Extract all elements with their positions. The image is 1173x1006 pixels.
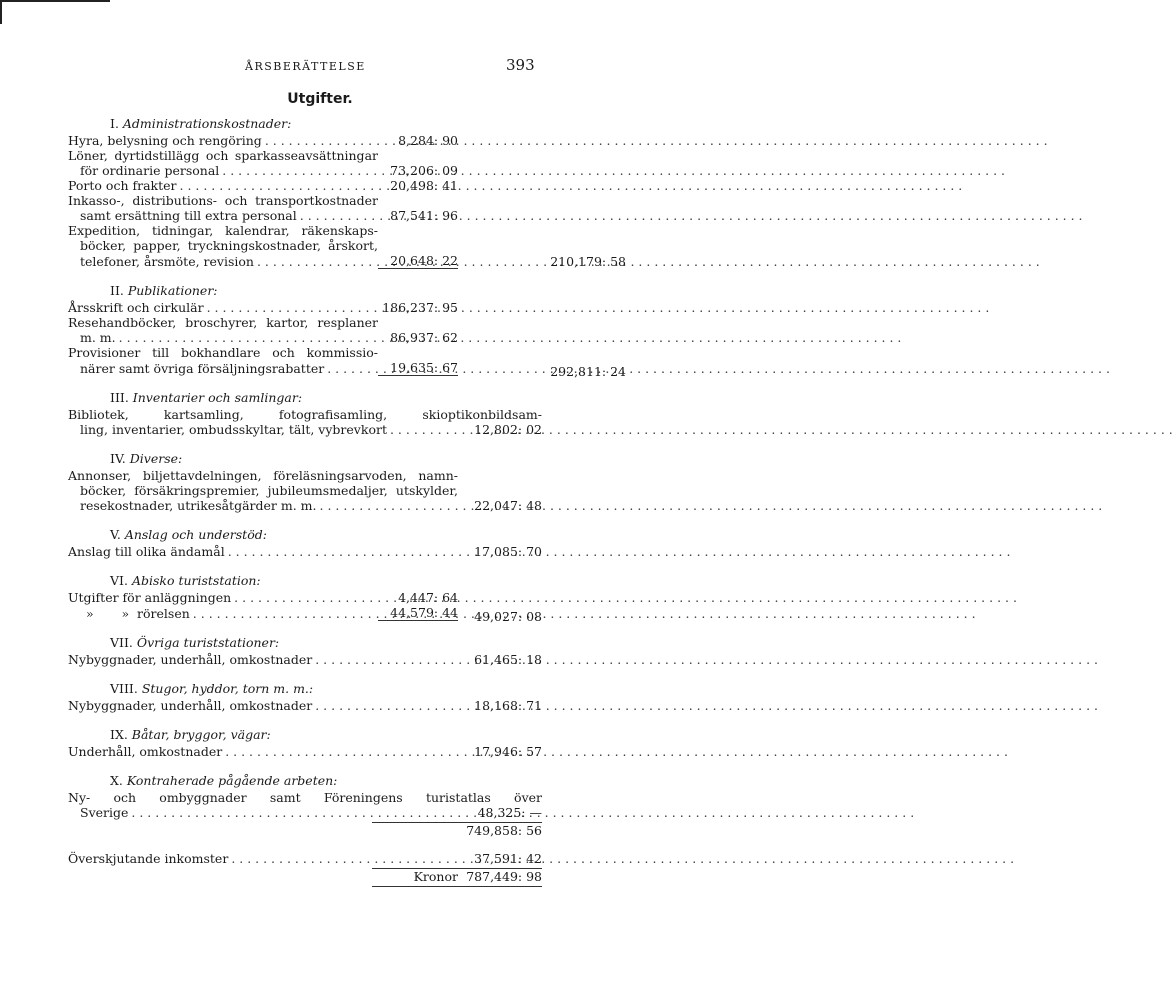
line-item: Inkasso-, distributions- och transportkostnader samt ersättning till extra personal . . . 87,541: 96 — [68, 193, 542, 223]
section-heading: IX. Båtar, bryggor, vägar: — [110, 727, 271, 742]
section-grants: V. Anslag och understöd: Anslag till olika ändamål . . . 17,085: 70 — [68, 527, 542, 559]
section-miscellaneous: IV. Diverse: Annonser, biljettavdelningen, föreläsningsarvoden, namn- böcker, försäkringspremier, jubileumsmedaljer, utskylder, resekostnader, utrikesåtgärder m. m. . . . 22,047: 48 — [68, 451, 542, 513]
section-total: 210,179: 58 — [550, 254, 626, 269]
section-boats: IX. Båtar, bryggor, vägar: Underhåll, omkostnader . . . 17,946: 57 — [68, 727, 542, 759]
line-item: Årsskrift och cirkulär . . . 186,237: 95 — [68, 300, 542, 315]
section-total: 61,465: 18 — [474, 652, 542, 667]
section-heading: I. Administrationskostnader: — [110, 116, 292, 131]
section-total: 17,946: 57 — [474, 744, 542, 759]
section-total: 49,027: 08 — [474, 609, 542, 624]
section-heading: V. Anslag och understöd: — [110, 527, 267, 542]
expense-ledger — [68, 116, 626, 887]
section-heading: VII. Övriga turiststationer: — [110, 635, 280, 650]
double-rule — [372, 886, 542, 887]
line-item: Porto och frakter . . . 20,498: 41 — [68, 178, 542, 193]
running-title: ÅRSBERÄTTELSE — [245, 60, 366, 73]
section-administration — [68, 116, 626, 269]
section-total: 22,047: 48 — [474, 498, 542, 513]
section-abisko — [68, 573, 542, 624]
section-huts: VIII. Stugor, hyddor, torn m. m.: Nybyggnader, underhåll, omkostnader . . . 18,168: 71 — [68, 681, 542, 713]
section-heading: VIII. Stugor, hyddor, torn m. m.: — [110, 681, 314, 696]
section-other-stations: VII. Övriga turiststationer: Nybyggnader, underhåll, omkostnader . . . 61,465: 18 — [68, 635, 542, 667]
item-amount: 87,541: 96 — [390, 208, 458, 223]
line-item: Löner, dyrtidstillägg och sparkasseavsättningar för ordinarie personal . . . 73,206: 09 — [68, 148, 542, 178]
line-item: Provisioner till bokhandlare och kommissio- närer samt övriga försäljningsrabatter . . . 19,635: 67 292,811: 24 — [68, 345, 542, 376]
section-heading: VI. Abisko turiststation: — [110, 573, 261, 588]
page-edge-mark — [0, 0, 110, 2]
page-edge-mark-vertical — [0, 0, 2, 24]
grand-total-label: Kronor — [372, 868, 464, 884]
subtotal: 749,858: 56 — [466, 823, 542, 838]
page-title: Utgifter. — [287, 91, 353, 107]
item-amount: 186,237: 95 — [382, 300, 458, 315]
section-inventory: III. Inventarier och samlingar: Bibliotek, kartsamling, fotografisamling, skioptikonbildsam- ling, inventarier, ombudsskyltar, tält, vybrevkort . . . 12,802: 02 — [68, 390, 542, 437]
item-amount: 4,447: 64 — [398, 590, 458, 605]
line-item: Hyra, belysning och rengöring . . . 8,284: 90 — [68, 133, 542, 148]
grand-total: 787,449: 98 — [464, 868, 542, 884]
line-item: Utgifter för anläggningen . . . 4,447: 64 — [68, 590, 542, 605]
item-amount: 19,635: 67 — [378, 360, 458, 376]
item-amount: 20,498: 41 — [390, 178, 458, 193]
section-total: 17,085: 70 — [474, 544, 542, 559]
section-publications — [68, 283, 626, 379]
section-heading: IV. Diverse: — [110, 451, 183, 466]
section-heading: II. Publikationer: — [110, 283, 218, 298]
section-contracted-works: X. Kontraherade pågående arbeten: Ny- och ombyggnader samt Föreningens turistatlas över Sverige . . . 48,325: — — [68, 773, 542, 820]
page-number: 393 — [506, 56, 535, 74]
section-total: 12,802: 02 — [474, 422, 542, 437]
line-item: Resehandböcker, broschyrer, kartor, resplaner m. m. . . . 86,937: 62 — [68, 315, 542, 345]
section-total: 292,811: 24 — [550, 364, 626, 379]
summary — [68, 822, 542, 887]
line-item: Expedition, tidningar, kalendrar, räkenskaps- böcker, papper, tryckningskostnader, årskort, telefoner, årsmöte, revision . . . 20,648: 22 210,179: 58 — [68, 223, 542, 269]
line-item: » » rörelsen . . . 44,579: 44 49,027: 08 — [68, 605, 542, 621]
section-heading: III. Inventarier och samlingar: — [110, 390, 303, 405]
item-amount: 20,648: 22 — [378, 253, 458, 269]
surplus-label: Överskjutande inkomster — [68, 851, 229, 866]
item-amount: 8,284: 90 — [398, 133, 458, 148]
item-amount: 44,579: 44 — [378, 605, 458, 621]
section-total: 18,168: 71 — [474, 698, 542, 713]
item-amount: 86,937: 62 — [390, 330, 458, 345]
surplus-amount: 37,591: 42 — [474, 851, 542, 866]
section-heading: X. Kontraherade pågående arbeten: — [110, 773, 338, 788]
item-amount: 73,206: 09 — [390, 163, 458, 178]
section-total: 48,325: — — [477, 805, 542, 820]
